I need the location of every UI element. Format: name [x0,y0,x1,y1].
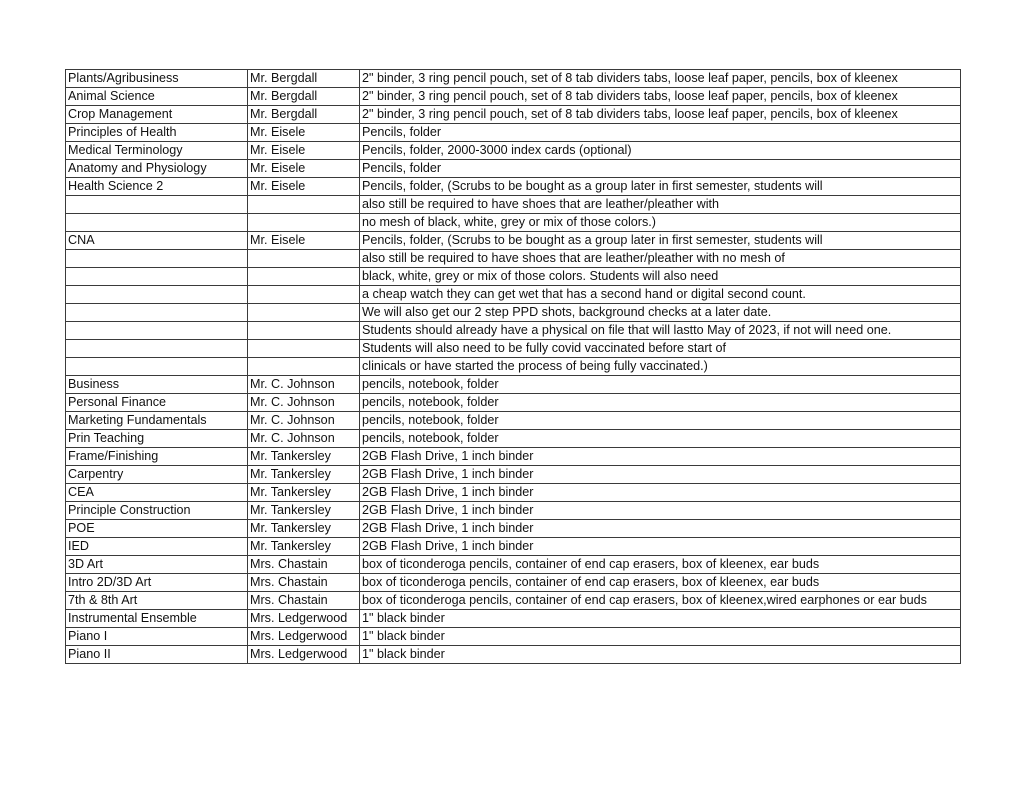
supplies-cell: black, white, grey or mix of those colors. Students will also need [360,268,961,286]
table-row [66,358,961,376]
supplies-cell: 2" binder, 3 ring pencil pouch, set of 8 tab dividers tabs, loose leaf paper, pencils, box of kleenex [360,70,961,88]
teacher-cell: Mr. Bergdall [248,70,360,88]
course-cell: Business [66,376,248,394]
course-cell [66,286,248,304]
course-cell: Animal Science [66,88,248,106]
course-cell: Principle Construction [66,502,248,520]
course-cell: Piano II [66,646,248,664]
course-cell [66,322,248,340]
teacher-cell: Mr. C. Johnson [248,412,360,430]
table-row [66,592,961,610]
supplies-cell: 2" binder, 3 ring pencil pouch, set of 8 tab dividers tabs, loose leaf paper, pencils, box of kleenex [360,106,961,124]
supplies-cell: box of ticonderoga pencils, container of end cap erasers, box of kleenex, ear buds [360,556,961,574]
course-cell: IED [66,538,248,556]
supplies-cell: 2GB Flash Drive, 1 inch binder [360,448,961,466]
table-row [66,106,961,124]
course-cell: Personal Finance [66,394,248,412]
table-row [66,430,961,448]
course-cell: Health Science 2 [66,178,248,196]
table-row [66,250,961,268]
table-row [66,178,961,196]
course-cell [66,340,248,358]
teacher-cell: Mr. Eisele [248,160,360,178]
teacher-cell [248,322,360,340]
teacher-cell: Mr. Tankersley [248,466,360,484]
teacher-cell: Mrs. Ledgerwood [248,610,360,628]
teacher-cell [248,268,360,286]
table-row [66,502,961,520]
teacher-cell: Mrs. Chastain [248,574,360,592]
table-row [66,376,961,394]
course-cell [66,196,248,214]
course-cell: 3D Art [66,556,248,574]
supplies-cell: Pencils, folder [360,160,961,178]
table-row [66,538,961,556]
course-cell: 7th & 8th Art [66,592,248,610]
teacher-cell: Mr. Tankersley [248,538,360,556]
supplies-cell: pencils, notebook, folder [360,394,961,412]
teacher-cell: Mr. Tankersley [248,502,360,520]
table-row [66,412,961,430]
supplies-cell: Students should already have a physical on file that will lastto May of 2023, if not will need one. [360,322,961,340]
teacher-cell: Mrs. Chastain [248,556,360,574]
teacher-cell [248,340,360,358]
teacher-cell: Mr. C. Johnson [248,376,360,394]
table-row [66,610,961,628]
teacher-cell: Mr. Tankersley [248,520,360,538]
table-row [66,160,961,178]
supplies-cell: 1" black binder [360,610,961,628]
table-row [66,466,961,484]
course-cell: Medical Terminology [66,142,248,160]
course-cell: Frame/Finishing [66,448,248,466]
teacher-cell: Mrs. Ledgerwood [248,646,360,664]
teacher-cell [248,250,360,268]
course-cell: Intro 2D/3D Art [66,574,248,592]
supplies-cell: Pencils, folder, (Scrubs to be bought as a group later in first semester, students will [360,232,961,250]
table-row [66,484,961,502]
course-cell [66,304,248,322]
table-row [66,574,961,592]
course-cell: Instrumental Ensemble [66,610,248,628]
course-cell: Carpentry [66,466,248,484]
teacher-cell: Mrs. Chastain [248,592,360,610]
teacher-cell: Mr. Eisele [248,124,360,142]
teacher-cell: Mrs. Ledgerwood [248,628,360,646]
supplies-cell: 1" black binder [360,646,961,664]
table-row [66,196,961,214]
course-cell: POE [66,520,248,538]
teacher-cell [248,196,360,214]
table-row [66,448,961,466]
teacher-cell: Mr. C. Johnson [248,394,360,412]
supplies-cell: box of ticonderoga pencils, container of end cap erasers, box of kleenex,wired earphones or ear buds [360,592,961,610]
supplies-cell: pencils, notebook, folder [360,430,961,448]
supplies-cell: Pencils, folder, (Scrubs to be bought as a group later in first semester, students will [360,178,961,196]
course-cell: Marketing Fundamentals [66,412,248,430]
course-cell: Anatomy and Physiology [66,160,248,178]
supplies-cell: 2GB Flash Drive, 1 inch binder [360,538,961,556]
supplies-cell: 2GB Flash Drive, 1 inch binder [360,466,961,484]
teacher-cell [248,358,360,376]
supplies-cell: We will also get our 2 step PPD shots, background checks at a later date. [360,304,961,322]
table-row [66,232,961,250]
table-row [66,556,961,574]
supply-list-table [65,69,961,664]
teacher-cell: Mr. Tankersley [248,484,360,502]
supplies-cell: Students will also need to be fully covid vaccinated before start of [360,340,961,358]
supplies-cell: Pencils, folder, 2000-3000 index cards (optional) [360,142,961,160]
table-row [66,520,961,538]
course-cell [66,268,248,286]
table-row [66,340,961,358]
teacher-cell: Mr. Eisele [248,178,360,196]
teacher-cell: Mr. Bergdall [248,88,360,106]
table-row [66,70,961,88]
supplies-cell: no mesh of black, white, grey or mix of those colors.) [360,214,961,232]
supplies-cell: 2" binder, 3 ring pencil pouch, set of 8 tab dividers tabs, loose leaf paper, pencils, box of kleenex [360,88,961,106]
teacher-cell [248,214,360,232]
table-row [66,214,961,232]
table-row [66,628,961,646]
table-row [66,142,961,160]
supplies-cell: 2GB Flash Drive, 1 inch binder [360,502,961,520]
supplies-cell: pencils, notebook, folder [360,412,961,430]
course-cell [66,250,248,268]
table-row [66,322,961,340]
teacher-cell [248,286,360,304]
supplies-cell: a cheap watch they can get wet that has a second hand or digital second count. [360,286,961,304]
supplies-cell: 2GB Flash Drive, 1 inch binder [360,484,961,502]
supplies-cell: clinicals or have started the process of being fully vaccinated.) [360,358,961,376]
course-cell [66,214,248,232]
teacher-cell: Mr. Tankersley [248,448,360,466]
course-cell: CNA [66,232,248,250]
supplies-cell: box of ticonderoga pencils, container of end cap erasers, box of kleenex, ear buds [360,574,961,592]
teacher-cell [248,304,360,322]
supplies-cell: pencils, notebook, folder [360,376,961,394]
table-row [66,88,961,106]
course-cell: Crop Management [66,106,248,124]
supplies-cell: also still be required to have shoes that are leather/pleather with [360,196,961,214]
course-cell [66,358,248,376]
teacher-cell: Mr. Eisele [248,142,360,160]
course-cell: CEA [66,484,248,502]
table-row [66,124,961,142]
teacher-cell: Mr. Bergdall [248,106,360,124]
supplies-cell: Pencils, folder [360,124,961,142]
table-row [66,286,961,304]
table-row [66,268,961,286]
supplies-cell: 2GB Flash Drive, 1 inch binder [360,520,961,538]
supply-list-body [66,70,961,664]
table-row [66,304,961,322]
course-cell: Plants/Agribusiness [66,70,248,88]
course-cell: Piano I [66,628,248,646]
table-row [66,394,961,412]
course-cell: Principles of Health [66,124,248,142]
teacher-cell: Mr. Eisele [248,232,360,250]
course-cell: Prin Teaching [66,430,248,448]
table-row [66,646,961,664]
supplies-cell: 1" black binder [360,628,961,646]
teacher-cell: Mr. C. Johnson [248,430,360,448]
supplies-cell: also still be required to have shoes that are leather/pleather with no mesh of [360,250,961,268]
